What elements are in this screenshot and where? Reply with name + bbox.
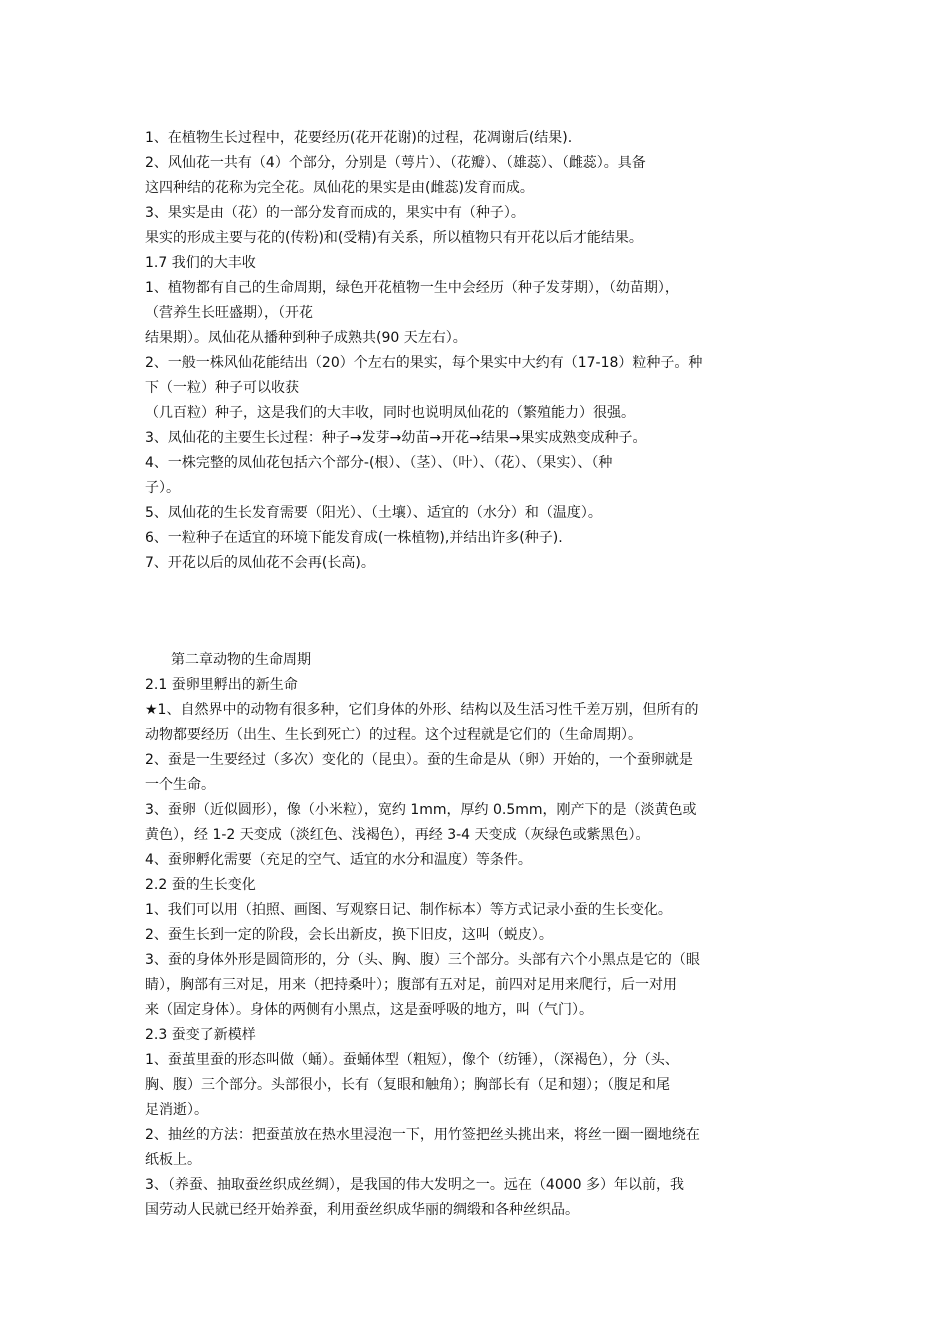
chapter-heading: 第二章动物的生命周期 [171,652,311,668]
text-line: 一个生命。 [145,777,215,793]
text-line: 国劳动人民就已经开始养蚕，利用蚕丝织成华丽的绸缎和各种丝织品。 [145,1202,579,1218]
text-line: 2、蚕是一生要经过（多次）变化的（昆虫）。蚕的生命是从（卵）开始的，一个蚕卵就是 [145,752,693,768]
text-line: 果实的形成主要与花的(传粉)和(受精)有关系，所以植物只有开花以后才能结果。 [145,230,643,246]
text-line: 3、凤仙花的主要生长过程：种子→发芽→幼苗→开花→结果→果实成熟变成种子。 [145,430,647,446]
text-line: 3、蚕的身体外形是圆筒形的，分（头、胸、腹）三个部分。头部有六个小黑点是它的（眼 [145,952,700,968]
text-line: 2.3 蚕变了新模样 [145,1027,256,1043]
text-line: 2.1 蚕卵里孵出的新生命 [145,677,298,693]
section-plant-lifecycle [145,126,810,576]
text-line: （几百粒）种子，这是我们的大丰收，同时也说明凤仙花的（繁殖能力）很强。 [145,405,635,421]
text-line: 1、植物都有自己的生命周期，绿色开花植物一生中会经历（种子发芽期），（幼苗期）， [145,280,679,296]
section-animal-lifecycle [145,648,810,1223]
text-line: 2、抽丝的方法：把蚕茧放在热水里浸泡一下，用竹签把丝头挑出来，将丝一圈一圈地绕在 [145,1127,700,1143]
text-line: 2.2 蚕的生长变化 [145,877,256,893]
text-line: 6、一粒种子在适宜的环境下能发育成(一株植物),并结出许多(种子). [145,530,563,546]
text-line: 下（一粒）种子可以收获 [145,380,299,396]
text-line: 4、蚕卵孵化需要（充足的空气、适宜的水分和温度）等条件。 [145,852,532,868]
text-line: 结果期）。凤仙花从播种到种子成熟共(90 天左右）。 [145,330,467,346]
text-line: 5、凤仙花的生长发育需要（阳光）、（土壤）、适宜的（水分）和（温度）。 [145,505,602,521]
text-line: 睛），胸部有三对足，用来（把持桑叶）；腹部有五对足，前四对足用来爬行，后一对用 [145,977,677,993]
text-line: 2、风仙花一共有（4）个部分，分别是（萼片）、（花瓣）、（雄蕊）、（雌蕊）。具备 [145,155,646,171]
text-line: 1、蚕茧里蚕的形态叫做（蛹）。蚕蛹体型（粗短），像个（纺锤），（深褐色），分（头、 [145,1052,679,1068]
text-line: 子）。 [145,480,180,496]
text-line: 3、果实是由（花）的一部分发育而成的，果实中有（种子）。 [145,205,525,221]
text-line: 1、我们可以用（拍照、画图、写观察日记、制作标本）等方式记录小蚕的生长变化。 [145,902,672,918]
text-line: 2、蚕生长到一定的阶段，会长出新皮，换下旧皮，这叫（蜕皮）。 [145,927,553,943]
text-line: 4、一株完整的凤仙花包括六个部分-(根）、（茎）、（叶）、（花）、（果实）、（种 [145,455,613,471]
text-line: 3、蚕卵（近似圆形），像（小米粒），宽约 1mm，厚约 0.5mm，刚产下的是（淡黄色或 [145,802,697,818]
text-line: 1、在植物生长过程中，花要经历(花开花谢)的过程，花凋谢后(结果). [145,130,573,146]
text-line: 动物都要经历（出生、生长到死亡）的过程。这个过程就是它们的（生命周期）。 [145,727,642,743]
text-line: 胸、腹）三个部分。头部很小，长有（复眼和触角）；胸部长有（足和翅）；（腹足和尾 [145,1077,670,1093]
text-line: 3、（养蚕、抽取蚕丝织成丝绸），是我国的伟大发明之一。远在（4000 多）年以前，我 [145,1177,684,1193]
text-line: 来（固定身体）。身体的两侧有小黑点，这是蚕呼吸的地方，叫（气门）。 [145,1002,593,1018]
text-line: （营养生长旺盛期），（开花 [145,305,313,321]
text-line: ★1、自然界中的动物有很多种，它们身体的外形、结构以及生活习性千差万别，但所有的 [145,702,699,718]
text-line: 纸板上。 [145,1152,201,1168]
text-line: 足消逝）。 [145,1102,208,1118]
text-line: 7、开花以后的凤仙花不会再(长高)。 [145,555,375,571]
text-line: 1.7 我们的大丰收 [145,255,256,271]
text-line: 这四种结的花称为完全花。凤仙花的果实是由(雌蕊)发育而成。 [145,180,534,196]
text-line: 黄色），经 1-2 天变成（淡红色、浅褐色），再经 3-4 天变成（灰绿色或紫黑色）。 [145,827,650,843]
text-line: 2、一般一株风仙花能结出（20）个左右的果实，每个果实中大约有（17-18）粒种子。种 [145,355,703,371]
